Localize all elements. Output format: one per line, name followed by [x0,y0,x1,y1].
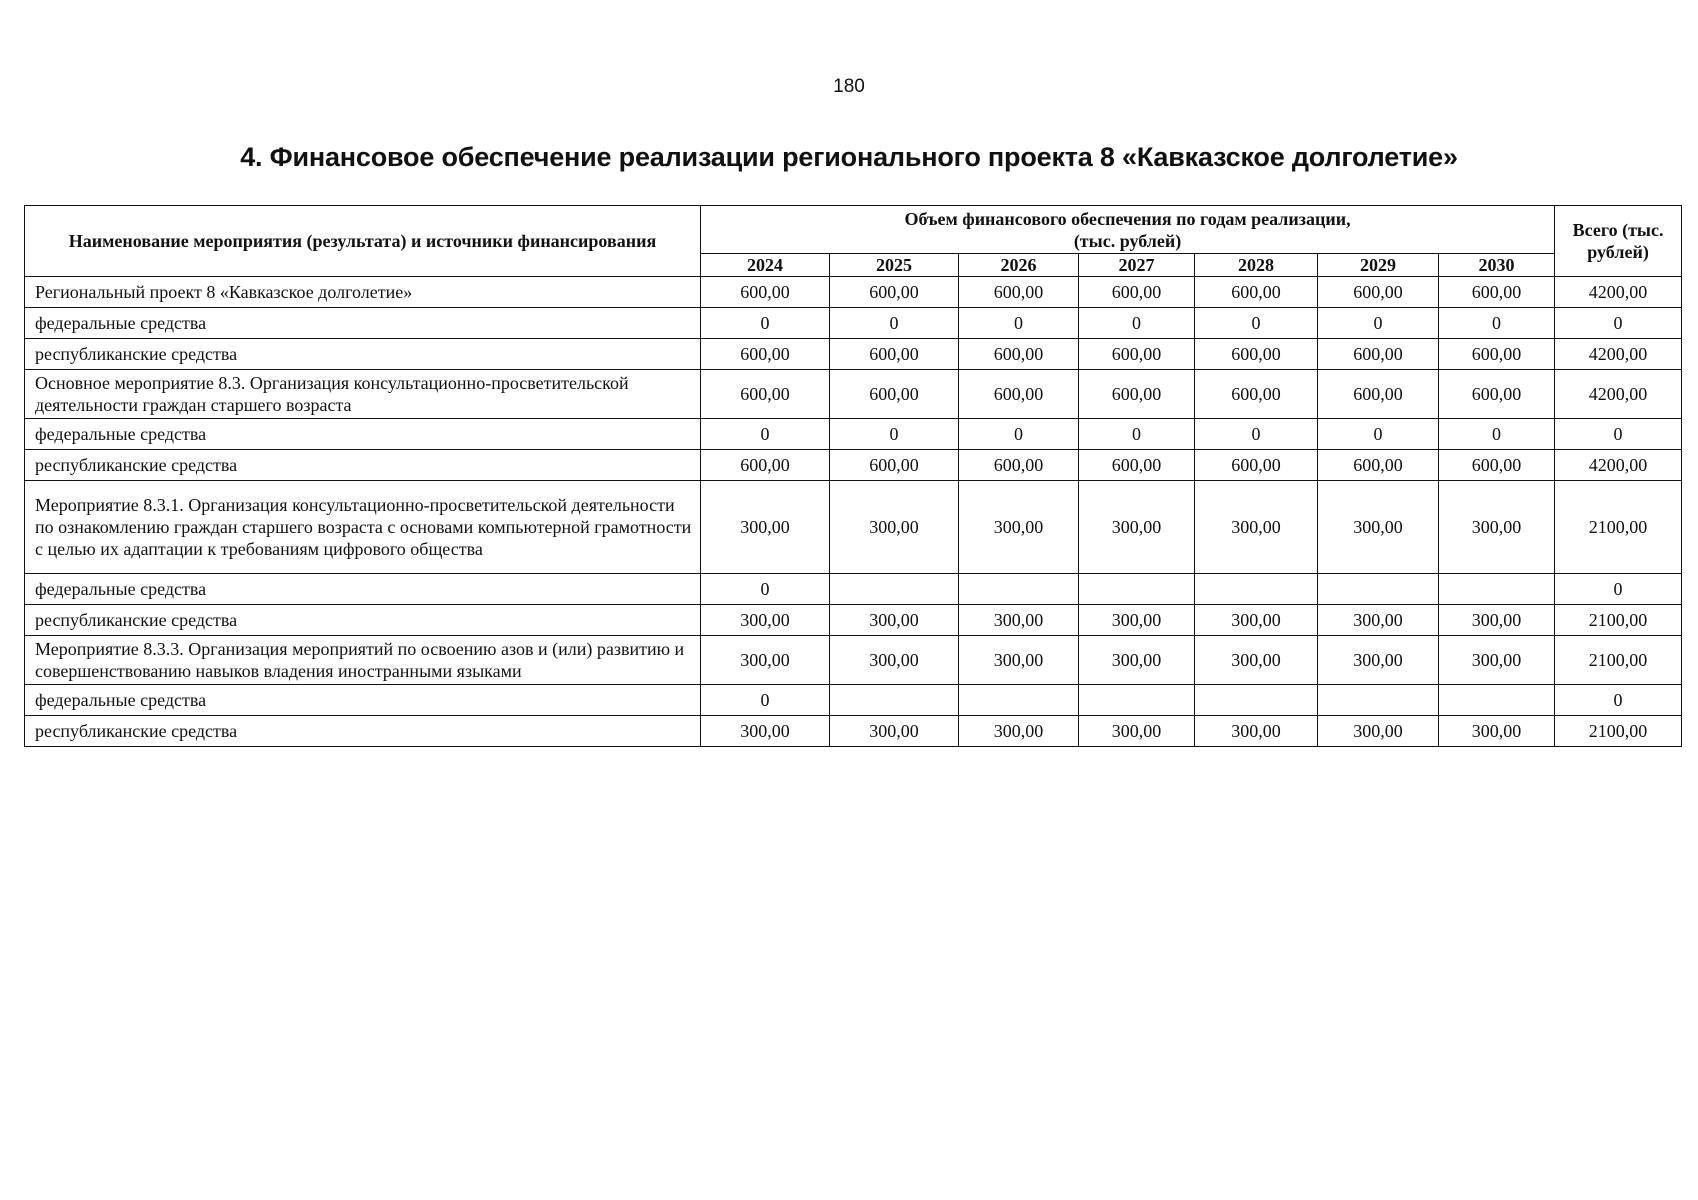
year-value-cell: 0 [701,419,830,450]
year-value-cell: 0 [1439,419,1555,450]
year-value-cell: 600,00 [959,450,1079,481]
header-volume-line2: (тыс. рублей) [1073,230,1182,251]
year-value-cell: 300,00 [959,605,1079,636]
year-value-cell: 0 [1318,419,1439,450]
row-name-cell: Региональный проект 8 «Кавказское долголетие» [25,277,701,308]
row-name-cell: Мероприятие 8.3.1. Организация консультационно-просветительской деятельности по ознакомлению граждан старшего возраста с основами компьютерной грамотности с целью их адаптации к требованиям цифрового общества [25,481,701,574]
year-value-cell [830,685,959,716]
total-value-cell: 0 [1555,419,1682,450]
table-row [25,574,1682,605]
total-value-cell: 4200,00 [1555,370,1682,419]
table-row [25,339,1682,370]
year-value-cell: 300,00 [701,605,830,636]
year-value-cell: 0 [1439,308,1555,339]
total-value-cell: 0 [1555,308,1682,339]
year-value-cell: 300,00 [1318,605,1439,636]
year-value-cell: 300,00 [959,636,1079,685]
year-value-cell: 0 [701,308,830,339]
year-value-cell: 300,00 [1079,636,1195,685]
year-value-cell: 300,00 [1195,481,1318,574]
header-total-column: Всего (тыс. рублей) [1555,206,1682,277]
row-name-cell: федеральные средства [25,308,701,339]
total-value-cell: 2100,00 [1555,481,1682,574]
header-year: 2028 [1195,254,1318,277]
year-value-cell: 600,00 [1318,450,1439,481]
year-value-cell: 600,00 [1439,370,1555,419]
financing-table [24,205,1682,747]
year-value-cell [1195,574,1318,605]
year-value-cell [1318,574,1439,605]
year-value-cell: 300,00 [1439,716,1555,747]
year-value-cell: 600,00 [1318,370,1439,419]
year-value-cell: 300,00 [1439,636,1555,685]
header-year: 2024 [701,254,830,277]
row-name-cell: республиканские средства [25,605,701,636]
year-value-cell: 300,00 [959,716,1079,747]
year-value-cell: 600,00 [1318,277,1439,308]
year-value-cell: 600,00 [701,450,830,481]
table-row [25,605,1682,636]
year-value-cell [1079,574,1195,605]
year-value-cell: 0 [959,308,1079,339]
header-volume-line1: Объем финансового обеспечения по годам реализации, [904,208,1351,229]
year-value-cell: 0 [830,419,959,450]
year-value-cell: 600,00 [830,370,959,419]
table-row [25,636,1682,685]
year-value-cell [959,574,1079,605]
year-value-cell: 600,00 [1079,370,1195,419]
year-value-cell: 300,00 [830,636,959,685]
year-value-cell: 300,00 [1195,716,1318,747]
year-value-cell: 0 [959,419,1079,450]
year-value-cell: 600,00 [830,339,959,370]
row-name-cell: республиканские средства [25,339,701,370]
header-name-column: Наименование мероприятия (результата) и источники финансирования [25,206,701,277]
year-value-cell [1079,685,1195,716]
year-value-cell [1439,685,1555,716]
table-row [25,370,1682,419]
row-name-cell: федеральные средства [25,574,701,605]
header-year: 2029 [1318,254,1439,277]
year-value-cell: 600,00 [701,370,830,419]
year-value-cell: 0 [701,574,830,605]
page-number: 180 [833,76,865,97]
year-value-cell [1318,685,1439,716]
year-value-cell: 600,00 [1079,277,1195,308]
year-value-cell: 0 [1318,308,1439,339]
row-name-cell: республиканские средства [25,716,701,747]
page-title: 4. Финансовое обеспечение реализации регионального проекта 8 «Кавказское долголетие» [240,142,1458,172]
year-value-cell: 300,00 [1439,481,1555,574]
year-value-cell [959,685,1079,716]
table-body [25,277,1682,747]
year-value-cell: 600,00 [1439,450,1555,481]
row-name-cell: республиканские средства [25,450,701,481]
year-value-cell: 300,00 [1195,605,1318,636]
table-row [25,277,1682,308]
year-value-cell: 300,00 [830,716,959,747]
year-value-cell: 600,00 [1439,277,1555,308]
total-value-cell: 4200,00 [1555,450,1682,481]
year-value-cell: 300,00 [701,636,830,685]
header-year: 2030 [1439,254,1555,277]
year-value-cell: 300,00 [1079,481,1195,574]
row-name-cell: федеральные средства [25,419,701,450]
table-row [25,481,1682,574]
row-name-cell: Мероприятие 8.3.3. Организация мероприятий по освоению азов и (или) развитию и совершенствованию навыков владения иностранными языками [25,636,701,685]
year-value-cell: 600,00 [959,339,1079,370]
table-row [25,308,1682,339]
header-year: 2025 [830,254,959,277]
year-value-cell: 0 [701,685,830,716]
year-value-cell: 0 [830,308,959,339]
year-value-cell: 600,00 [830,450,959,481]
year-value-cell [1439,574,1555,605]
total-value-cell: 4200,00 [1555,277,1682,308]
year-value-cell [830,574,959,605]
year-value-cell: 600,00 [701,339,830,370]
header-year: 2027 [1079,254,1195,277]
year-value-cell: 600,00 [1439,339,1555,370]
year-value-cell: 300,00 [1195,636,1318,685]
year-value-cell: 300,00 [701,481,830,574]
year-value-cell: 300,00 [701,716,830,747]
header-year: 2026 [959,254,1079,277]
year-value-cell: 300,00 [830,605,959,636]
year-value-cell: 300,00 [1318,481,1439,574]
year-value-cell: 0 [1195,308,1318,339]
year-value-cell: 600,00 [959,370,1079,419]
year-value-cell: 300,00 [959,481,1079,574]
total-value-cell: 0 [1555,574,1682,605]
year-value-cell: 600,00 [1079,450,1195,481]
year-value-cell [1195,685,1318,716]
year-value-cell: 0 [1079,419,1195,450]
year-value-cell: 600,00 [1195,339,1318,370]
year-value-cell: 600,00 [959,277,1079,308]
header-volume [701,206,1555,254]
total-value-cell: 2100,00 [1555,605,1682,636]
total-value-cell: 0 [1555,685,1682,716]
year-value-cell: 0 [1079,308,1195,339]
total-value-cell: 2100,00 [1555,636,1682,685]
row-name-cell: Основное мероприятие 8.3. Организация консультационно-просветительской деятельности граждан старшего возраста [25,370,701,419]
year-value-cell: 600,00 [1079,339,1195,370]
year-value-cell: 600,00 [1318,339,1439,370]
total-value-cell: 4200,00 [1555,339,1682,370]
table-row [25,450,1682,481]
table-row [25,419,1682,450]
year-value-cell: 300,00 [1079,716,1195,747]
year-value-cell: 300,00 [1318,636,1439,685]
year-value-cell: 300,00 [1439,605,1555,636]
year-value-cell: 300,00 [1079,605,1195,636]
year-value-cell: 600,00 [701,277,830,308]
total-value-cell: 2100,00 [1555,716,1682,747]
year-value-cell: 600,00 [830,277,959,308]
year-value-cell: 600,00 [1195,450,1318,481]
year-value-cell: 600,00 [1195,370,1318,419]
table-row [25,716,1682,747]
year-value-cell: 300,00 [830,481,959,574]
row-name-cell: федеральные средства [25,685,701,716]
year-value-cell: 300,00 [1318,716,1439,747]
year-value-cell: 600,00 [1195,277,1318,308]
table-row [25,685,1682,716]
year-value-cell: 0 [1195,419,1318,450]
